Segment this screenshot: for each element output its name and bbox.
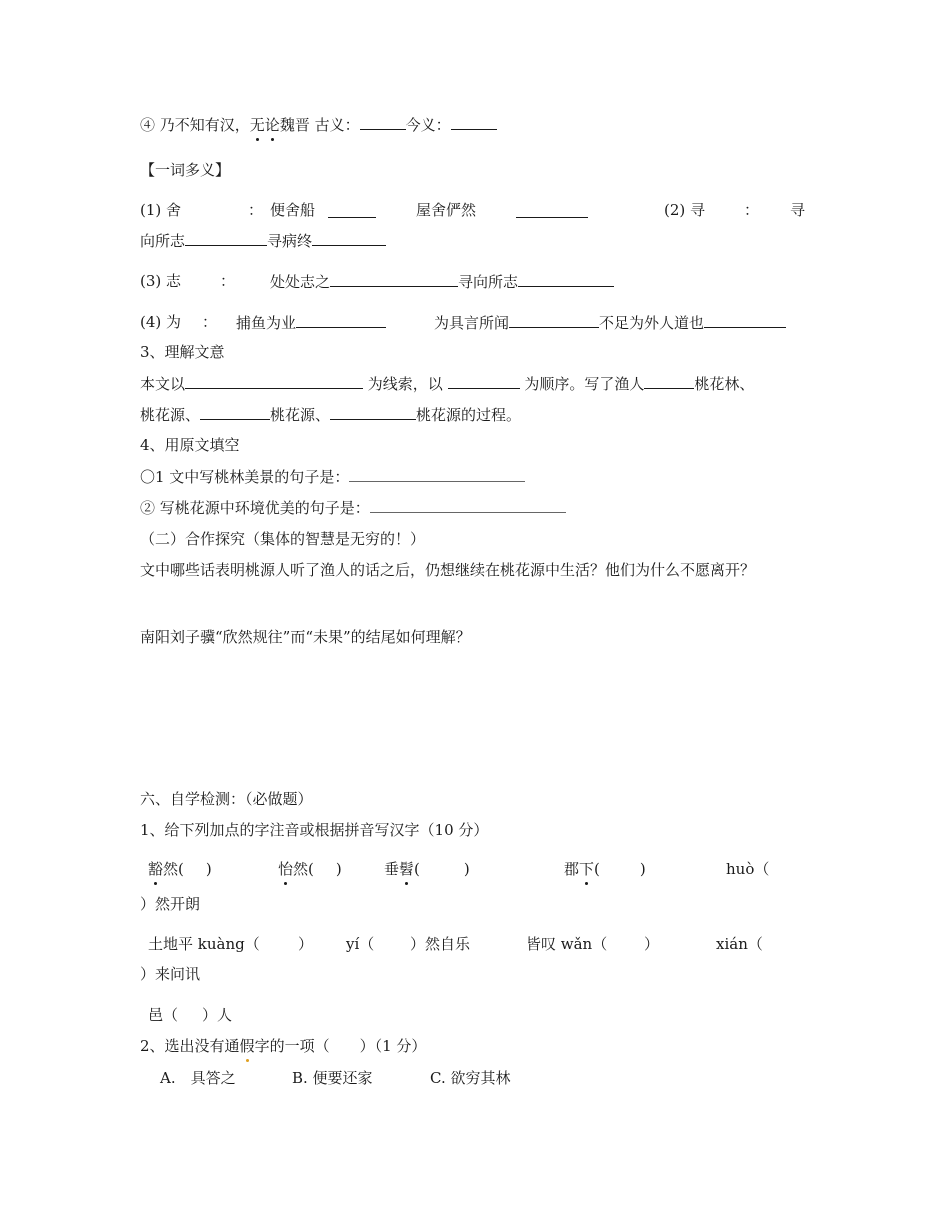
answer-blank[interactable] — [296, 311, 386, 328]
pinyin-row-1-cont: ）然开朗 — [140, 895, 201, 913]
answer-blank[interactable] — [349, 469, 525, 482]
answer-blank[interactable] — [200, 403, 270, 420]
discussion-question-2: 南阳刘子骥“欣然规往”而“未果”的结尾如何理解？ — [140, 628, 471, 646]
archaic-meaning-item-4: ④ 乃不知有汉，无论魏晋 古义： 今义： — [140, 113, 497, 136]
dotted-char: 论 — [264, 116, 280, 134]
polysemy-row-1: (1) 舍 ： 便舍船 屋舍俨然 (2) 寻 ： 寻 — [140, 201, 806, 219]
option-a[interactable]: A. 具答之 — [160, 1069, 236, 1087]
answer-blank[interactable] — [451, 113, 497, 130]
document-page: ④ 乃不知有汉，无论魏晋 古义： 今义： 【一词多义】 (1) 舍 ： 便舍船 屋舍俨然 (2) 寻 ： 寻 向所志 寻病终 (3) 志 ： 处处志之 寻向所志 (4) 为 ： 捕鱼为业 为具言所闻 不足为外人道也 3、理解文意 本文以 为线索，以 为顺序。写了渔人 桃花林、 桃花源、 桃花源、 桃花源的过程。 4、用原文填空 〇1 文中写桃林美景的句子是： ② 写桃花源中环境优美的句子是： （二）合作探究（集体的智慧是无穷的！） 文中哪些话表明桃源人听了渔人的话之后，仍想继续在桃花源中生活？他们为什么不愿离开？ 南阳刘子骥“欣然规往”而“未果”的结尾如何理解？ 六、自学检测：（必做题） 1、给下列加点的字注音或根据拼音写汉字（10 分） 豁然( ) 怡然( ) 垂髫( ) 郡下( ) huò（ ）然开朗 土地平 kuàng（ ） yí（ ）然自乐 皆叹 wǎn（ ） xián（ ）来问讯 邑（ ）人 2、选出没有通假字的一项（ ）（1 分） A. 具答之 B. 便要还家 C. 欲穷其林 — [0, 0, 950, 1230]
self-test-question-2: 2、选出没有通假字的一项（ ）（1 分） — [140, 1037, 427, 1055]
pinyin-row-3: 邑（ ）人 — [148, 1006, 233, 1024]
understand-line-2: 桃花源、 桃花源、 桃花源的过程。 — [140, 403, 521, 426]
dotted-char: 无 — [249, 116, 265, 134]
dotted-char: 假 — [239, 1037, 255, 1055]
polysemy-row-4: (4) 为 ： 捕鱼为业 为具言所闻 不足为外人道也 — [140, 311, 810, 333]
understand-line-1: 本文以 为线索，以 为顺序。写了渔人 桃花林、 — [140, 372, 754, 395]
section-heading-understand: 3、理解文意 — [140, 343, 225, 361]
dotted-char: 下 — [579, 860, 595, 878]
section-heading-cooperative: （二）合作探究（集体的智慧是无穷的！） — [140, 530, 426, 548]
pinyin-row-2-cont: ）来问讯 — [140, 965, 201, 983]
self-test-question-1: 1、给下列加点的字注音或根据拼音写汉字（10 分） — [140, 821, 489, 839]
answer-blank[interactable] — [330, 403, 416, 420]
answer-blank[interactable] — [448, 372, 520, 389]
section-heading-polysemy: 【一词多义】 — [140, 161, 231, 179]
answer-blank[interactable] — [704, 311, 786, 328]
dotted-char: 怡 — [278, 860, 294, 878]
fill-question-2: ② 写桃花源中环境优美的句子是： — [140, 497, 566, 519]
answer-blank[interactable] — [328, 201, 376, 218]
answer-blank[interactable] — [330, 270, 458, 287]
answer-blank[interactable] — [312, 229, 386, 246]
option-c[interactable]: C. 欲穷其林 — [430, 1069, 511, 1087]
answer-blank[interactable] — [360, 113, 406, 130]
dotted-char: 豁 — [148, 860, 164, 878]
answer-blank[interactable] — [509, 311, 599, 328]
answer-blank[interactable] — [518, 270, 614, 287]
dotted-char: 髫 — [399, 860, 415, 878]
fill-question-1: 〇1 文中写桃林美景的句子是： — [140, 466, 525, 488]
answer-blank[interactable] — [185, 372, 363, 389]
discussion-question-1: 文中哪些话表明桃源人听了渔人的话之后，仍想继续在桃花源中生活？他们为什么不愿离开？ — [140, 561, 756, 579]
polysemy-row-3: (3) 志 ： 处处志之 寻向所志 — [140, 270, 181, 292]
answer-blank[interactable] — [185, 229, 267, 246]
section-heading-self-test: 六、自学检测：（必做题） — [140, 790, 313, 808]
polysemy-row-1-cont: 向所志 寻病终 — [140, 229, 386, 252]
section-heading-fill: 4、用原文填空 — [140, 436, 240, 454]
answer-blank[interactable] — [516, 201, 588, 218]
option-b[interactable]: B. 便要还家 — [292, 1069, 373, 1087]
answer-blank[interactable] — [644, 372, 694, 389]
answer-blank[interactable] — [370, 500, 566, 513]
